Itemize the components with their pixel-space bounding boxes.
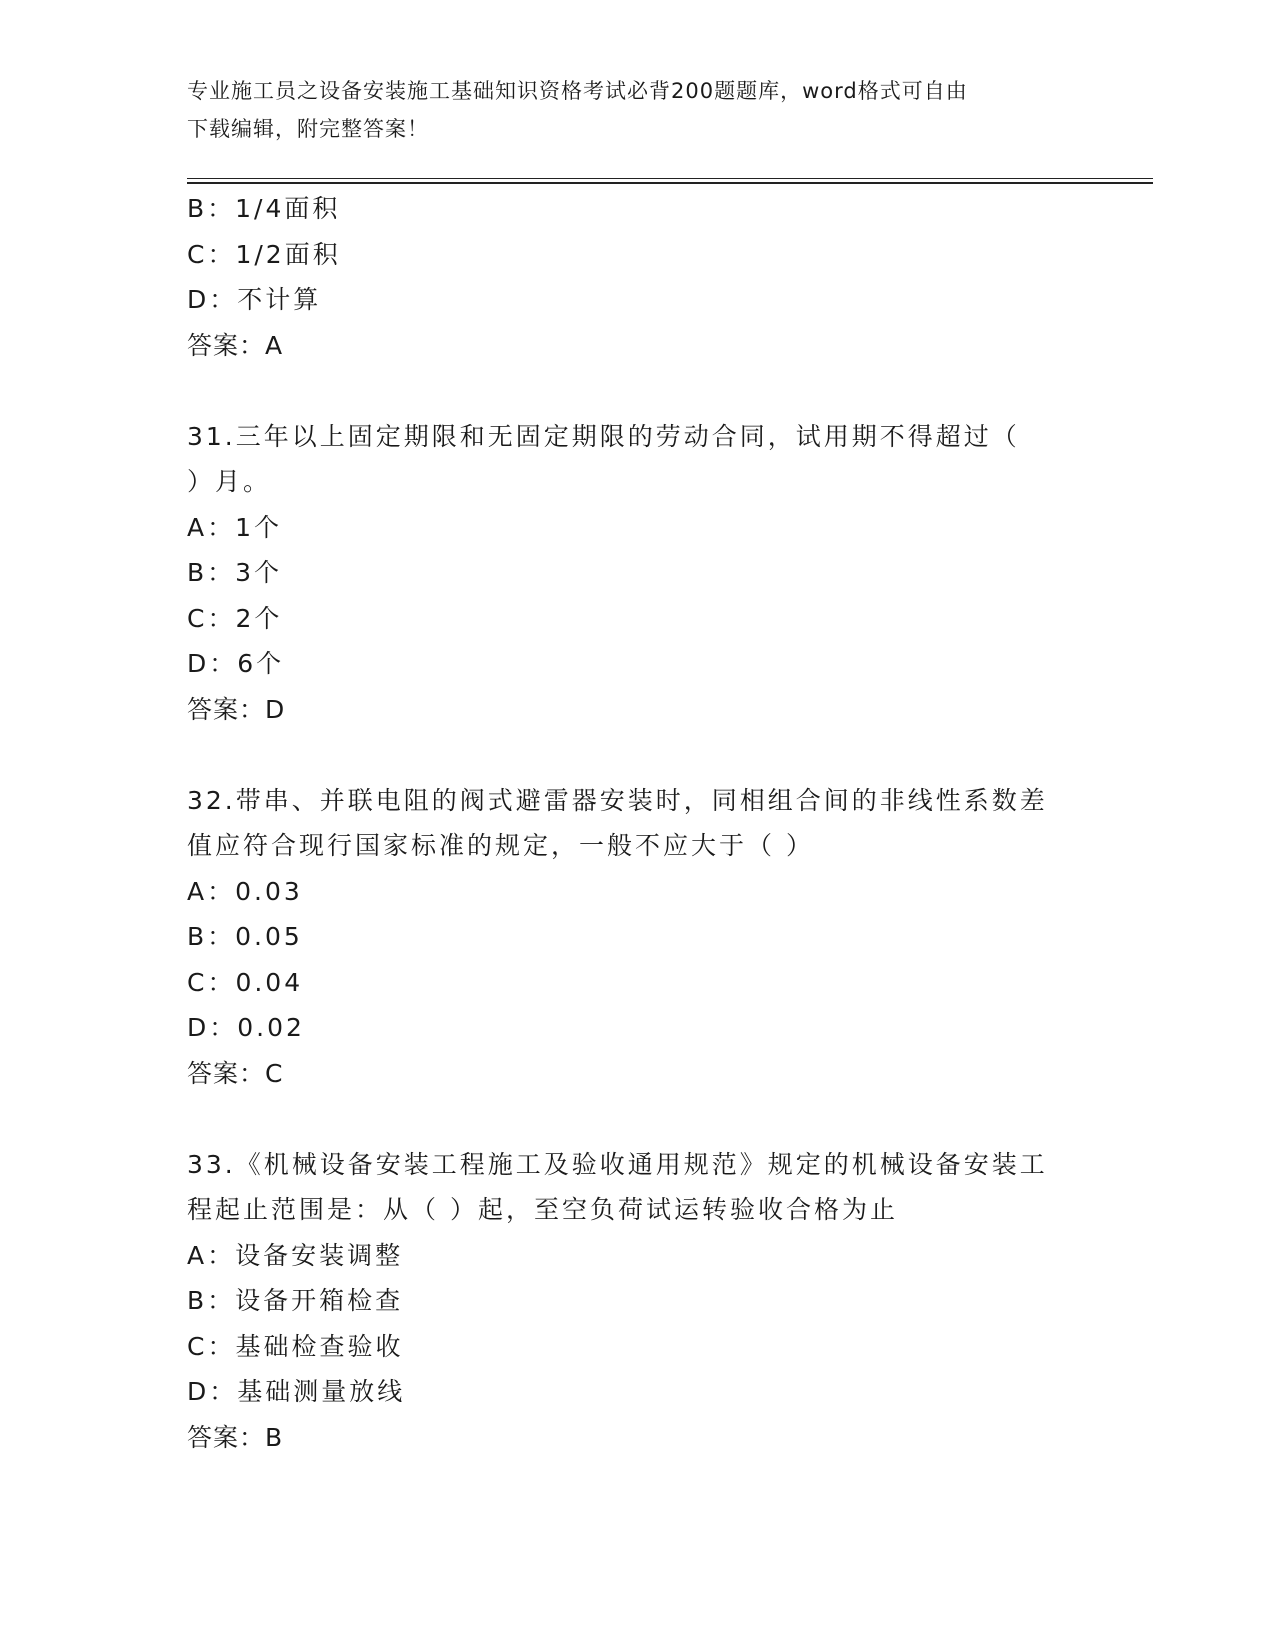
question-text-line2: 值应符合现行国家标准的规定，一般不应大于（ ） bbox=[187, 831, 814, 860]
option-d: D：0.02 bbox=[187, 1013, 305, 1042]
option-c: C：2个 bbox=[187, 603, 283, 633]
question-text-line1: 33.《机械设备安装工程施工及验收通用规范》规定的机械设备安装工 bbox=[187, 1149, 1048, 1179]
spacer bbox=[187, 1096, 1087, 1142]
answer-line: 答案：B bbox=[187, 1422, 284, 1452]
answer-line: 答案：A bbox=[187, 330, 284, 360]
option-d: D：6个 bbox=[187, 649, 285, 678]
option-b: B：0.05 bbox=[187, 922, 303, 951]
header-divider-thin bbox=[187, 178, 1153, 179]
option-a: A：1个 bbox=[187, 512, 283, 542]
header-title-line1: 专业施工员之设备安装施工基础知识资格考试必背200题题库，word格式可自由 bbox=[187, 79, 968, 103]
answer-line: 答案：C bbox=[187, 1058, 284, 1088]
option-a: A：设备安装调整 bbox=[187, 1240, 404, 1270]
option-b: B：1/4面积 bbox=[187, 194, 341, 223]
question-text-line2: 程起止范围是：从（ ）起，至空负荷试运转验收合格为止 bbox=[187, 1195, 898, 1224]
option-c: C：0.04 bbox=[187, 967, 304, 997]
option-c: C：1/2面积 bbox=[187, 239, 341, 269]
question-block-31 bbox=[187, 414, 1087, 733]
spacer bbox=[187, 732, 1087, 778]
question-text-line1: 32.带串、并联电阻的阀式避雷器安装时，同相组合间的非线性系数差 bbox=[187, 785, 1048, 815]
question-block-33 bbox=[187, 1142, 1087, 1461]
spacer bbox=[187, 368, 1087, 414]
answer-line: 答案：D bbox=[187, 694, 286, 724]
option-c: C：基础检查验收 bbox=[187, 1331, 404, 1361]
option-b: B：3个 bbox=[187, 558, 283, 587]
option-a: A：0.03 bbox=[187, 876, 303, 906]
prev-question-block bbox=[187, 186, 1087, 368]
question-text-line2: ）月。 bbox=[187, 467, 272, 496]
question-block-32 bbox=[187, 778, 1087, 1097]
option-d: D：基础测量放线 bbox=[187, 1377, 406, 1406]
document-header bbox=[187, 72, 1067, 148]
option-d: D：不计算 bbox=[187, 285, 322, 314]
header-title-line2: 下载编辑，附完整答案！ bbox=[187, 117, 429, 141]
option-b: B：设备开箱检查 bbox=[187, 1286, 404, 1315]
question-list bbox=[187, 186, 1087, 1460]
question-text-line1: 31.三年以上固定期限和无固定期限的劳动合同，试用期不得超过（ bbox=[187, 421, 1020, 451]
header-divider-thick bbox=[187, 182, 1153, 184]
